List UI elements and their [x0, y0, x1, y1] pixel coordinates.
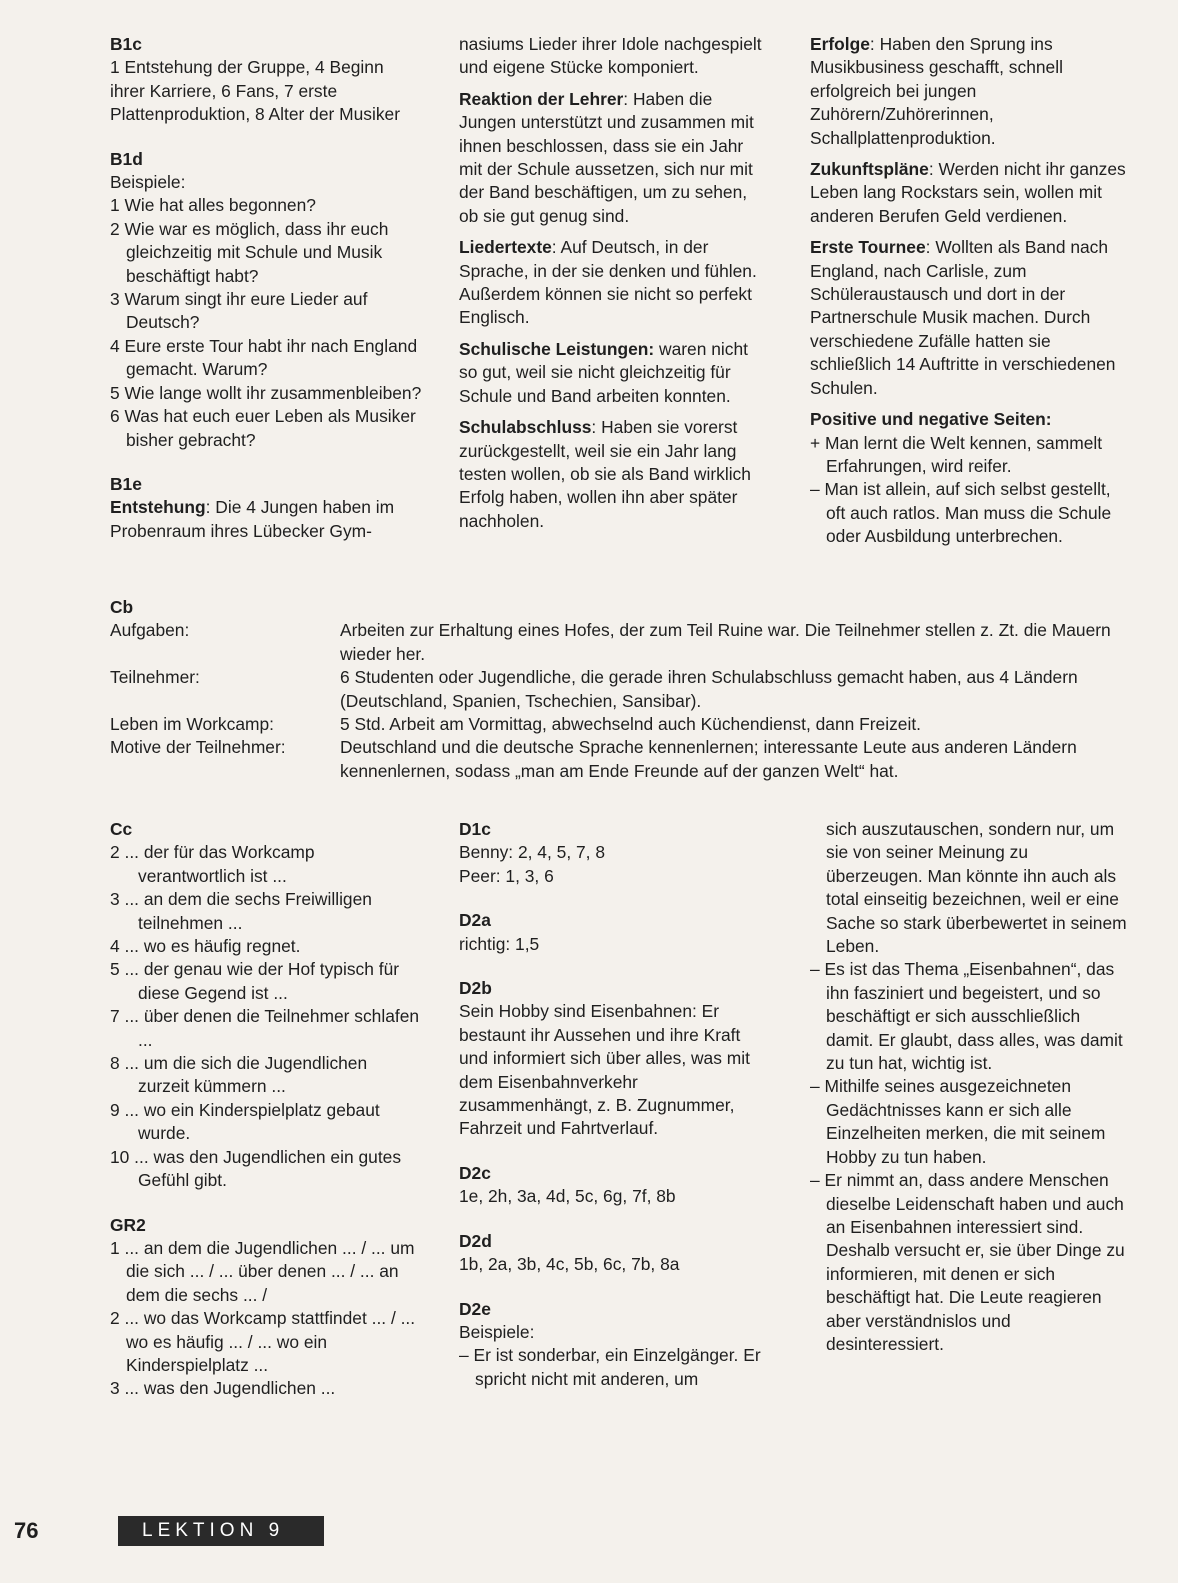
cb-section [110, 596, 1120, 783]
section-heading-b1c: B1c [110, 34, 142, 54]
list-item: – Es ist das Thema „Eisenbahnen“, das ihn fasziniert und begeistert, und so beschäftigt er sich ausschließlich damit. Er glaubt, dass alles, was damit zu tun hat, wichtig ist. [810, 959, 1123, 1074]
column-4 [110, 818, 422, 1401]
paragraph-leistungen [459, 338, 771, 408]
cb-text: Arbeiten zur Erhaltung eines Hofes, der zum Teil Ruine war. Die Teilnehmer stellen z. Zt. die Mauern wieder her. [340, 620, 1111, 664]
cb-label: Motive der Teilnehmer: [110, 737, 286, 758]
paragraph-reaktion [459, 88, 771, 228]
cb-label: Aufgaben: [110, 620, 190, 641]
paragraph-body: waren nicht so gut, weil sie nicht gleichzeitig für Schule und Band arbeiten konnten. [459, 338, 748, 406]
lesson-label: LEKTION 9 [118, 1516, 324, 1546]
cb-label: Leben im Workcamp: [110, 714, 274, 735]
section-heading-d2d: D2d [459, 1230, 492, 1251]
paragraph-zukunftsplaene [810, 158, 1128, 228]
continuation-text: nasiums Lieder ihrer Idole nachgespielt und eigene Stücke komponiert. [459, 34, 762, 78]
paragraph-label: Zukunftspläne [810, 159, 929, 180]
list-item: 9 ... wo ein Kinderspielplatz gebaut wurde. [110, 1099, 380, 1144]
list-item: 4 ... wo es häufig regnet. [110, 936, 301, 957]
cb-row-leben [110, 713, 1120, 736]
list-item: – Mithilfe seines ausgezeichneten Gedächtnisses kann er sich alle Einzelheiten merken, die mit seinem Hobby zu tun haben. [810, 1076, 1106, 1167]
column-5 [459, 818, 771, 1391]
cc-list [110, 841, 422, 1192]
cb-row-aufgaben [110, 619, 1120, 666]
column-3 [810, 33, 1128, 549]
d1c-line: Peer: 1, 3, 6 [459, 865, 554, 886]
gr2-list [110, 1237, 422, 1401]
section-heading-cb: Cb [110, 597, 134, 617]
section-heading-d2e: D2e [459, 1298, 491, 1319]
section-heading-d2a: D2a [459, 910, 491, 931]
list-item: 5 Wie lange wollt ihr zusammenbleiben? [110, 382, 422, 403]
list-item: + Man lernt die Welt kennen, sammelt Erfahrungen, wird reifer. [810, 432, 1103, 476]
list-item: – Er nimmt an, dass andere Menschen dieselbe Leidenschaft haben und auch an Eisenbahnen interessiert sind. Deshalb versucht er, sie über Dinge zu informieren, mit denen er sich beschäftigt hat. Die Leute reagieren aber verständnislos und desinteressiert. [810, 1170, 1125, 1354]
paragraph-label: Schulabschluss [459, 417, 592, 438]
d2c-text: 1e, 2h, 3a, 4d, 5c, 6g, 7f, 8b [459, 1186, 676, 1207]
section-heading-b1e: B1e [110, 473, 142, 494]
list-item: 8 ... um die sich die Jugendlichen zurzeit kümmern ... [110, 1053, 368, 1097]
pos-neg-heading: Positive und negative Seiten: [810, 409, 1052, 430]
column-2 [459, 33, 771, 541]
column-1 [110, 33, 422, 543]
d1c-line: Benny: 2, 4, 5, 7, 8 [459, 842, 605, 863]
d2e-list [459, 1344, 771, 1391]
list-item: 5 ... der genau wie der Hof typisch für diese Gegend ist ... [110, 959, 400, 1003]
b1e-text [110, 496, 422, 543]
paragraph-body: : Werden nicht ihr ganzes Leben lang Rockstars sein, wollen mit anderen Berufen Geld verdienen. [810, 159, 1126, 226]
section-heading-d2b: D2b [459, 978, 492, 999]
paragraph-tournee [810, 236, 1128, 400]
paragraph-body: : Haben die Jungen unterstützt und zusammen mit ihnen beschlossen, dass sie ein Jahr mit der Schule aussetzen, sich nur mit der Band beschäftigen, um zu sehen, ob sie gut genug sind. [459, 88, 754, 226]
page-number: 76 [14, 1518, 39, 1543]
paragraph-label: Schulische Leistungen: [459, 338, 655, 359]
column-6 [810, 818, 1128, 1356]
section-heading-gr2: GR2 [110, 1214, 146, 1235]
list-item: 1 Wie hat alles begonnen? [110, 195, 316, 216]
paragraph-label: Reaktion der Lehrer [459, 88, 624, 109]
d2e-intro: Beispiele: [459, 1321, 535, 1342]
section-heading-d1c: D1c [459, 819, 491, 839]
paragraph-schulabschluss [459, 416, 771, 533]
section-heading-b1d: B1d [110, 148, 143, 169]
list-item: 2 Wie war es möglich, dass ihr euch gleichzeitig mit Schule und Musik beschäftigt habt? [110, 218, 389, 286]
b1c-text: 1 Entstehung der Gruppe, 4 Beginn ihrer Karriere, 6 Fans, 7 erste Plattenproduktion, 8 Alter der Musiker [110, 57, 400, 125]
section-heading-d2c: D2c [459, 1162, 491, 1183]
paragraph-body: : Wollten als Band nach England, nach Carlisle, zum Schüleraustausch und dort in der Partnerschule Musik machen. Durch verschiedene Zufälle hatten sie schließlich 14 Auftritte in verschiedenen Schulen. [810, 237, 1116, 398]
list-item: 1 ... an dem die Jugendlichen ... / ... um die sich ... / ... über denen ... / ... an dem die sechs ... / [110, 1237, 415, 1305]
paragraph-body: : Auf Deutsch, in der Sprache, in der sie denken und fühlen. Außerdem können sie nicht so perfekt Englisch. [459, 237, 757, 328]
list-item: 3 ... was den Jugendlichen ... [110, 1378, 336, 1399]
cb-label: Teilnehmer: [110, 667, 200, 688]
b1e-label: Entstehung [110, 497, 206, 518]
list-item: 6 Was hat euch euer Leben als Musiker bisher gebracht? [110, 406, 416, 450]
d2a-text: richtig: 1,5 [459, 933, 540, 954]
cb-text: 6 Studenten oder Jugendliche, die gerade ihren Schulabschluss gemacht haben, aus 4 Ländern (Deutschland, Spanien, Tschechien, Sansibar). [340, 667, 1078, 711]
cb-text: 5 Std. Arbeit am Vormittag, abwechselnd auch Küchendienst, dann Freizeit. [340, 714, 921, 735]
b1e-body: : Die 4 Jungen haben im Probenraum ihres Lübecker Gym- [110, 497, 395, 541]
pos-neg-list [810, 432, 1128, 549]
list-item: – Er ist sonderbar, ein Einzelgänger. Er spricht nicht mit anderen, um [459, 1345, 761, 1389]
list-item: 10 ... was den Jugendlichen ein gutes Gefühl gibt. [110, 1146, 402, 1191]
list-item: – Man ist allein, auf sich selbst gestellt, oft auch ratlos. Man muss die Schule oder Ausbildung unterbrechen. [810, 479, 1112, 547]
section-heading-cc: Cc [110, 819, 133, 839]
d2d-text: 1b, 2a, 3b, 4c, 5b, 6c, 7b, 8a [459, 1254, 680, 1275]
cb-text: Deutschland und die deutsche Sprache kennenlernen; interessante Leute aus anderen Ländern kennenlernen, sodass „man am Ende Freunde auf der ganzen Welt“ hat. [340, 737, 1077, 781]
paragraph-label: Erste Tournee [810, 237, 926, 258]
paragraph-body: : Haben sie vorerst zurückgestellt, weil sie ein Jahr lang testen wollen, ob sie als Band wirklich Erfolg haben, wollen ihn aber später nachholen. [459, 417, 751, 531]
b1d-list [110, 194, 422, 451]
list-item: 4 Eure erste Tour habt ihr nach England gemacht. Warum? [110, 335, 418, 380]
paragraph-erfolge [810, 33, 1128, 150]
b1d-intro: Beispiele: [110, 172, 186, 193]
cb-row-motive [110, 736, 1120, 783]
d2b-text: Sein Hobby sind Eisenbahnen: Er bestaunt ihr Aussehen und ihre Kraft und informiert sich über alles, was mit dem Eisenbahnverkehr zusammenhängt, z. B. Zugnummer, Fahrzeit und Fahrtverlauf. [459, 1001, 750, 1139]
continuation-text: sich auszutauschen, sondern nur, um sie von seiner Meinung zu überzeugen. Man könnte ihn auch als total einseitig bezeichnen, weil er eine Sache so stark überbewertet in seinem Leben. [826, 819, 1127, 957]
paragraph-label: Erfolge [810, 34, 870, 54]
d2e-list-continued [810, 958, 1128, 1356]
list-item: 3 Warum singt ihr eure Lieder auf Deutsch? [110, 289, 368, 333]
cb-row-teilnehmer [110, 666, 1120, 713]
paragraph-liedertexte [459, 236, 771, 330]
list-item: 2 ... wo das Workcamp stattfindet ... / ... wo es häufig ... / ... wo ein Kinderspielplatz ... [110, 1308, 416, 1375]
paragraph-body: : Haben den Sprung ins Musikbusiness geschafft, schnell erfolgreich bei jungen Zuhörern/Zuhörerinnen, Schallplattenproduktion. [810, 34, 1063, 148]
list-item: 2 ... der für das Workcamp verantwortlich ist ... [110, 842, 315, 886]
list-item: 3 ... an dem die sechs Freiwilligen teilnehmen ... [110, 889, 372, 933]
list-item: 7 ... über denen die Teilnehmer schlafen ... [110, 1006, 420, 1050]
paragraph-label: Liedertexte [459, 237, 552, 258]
